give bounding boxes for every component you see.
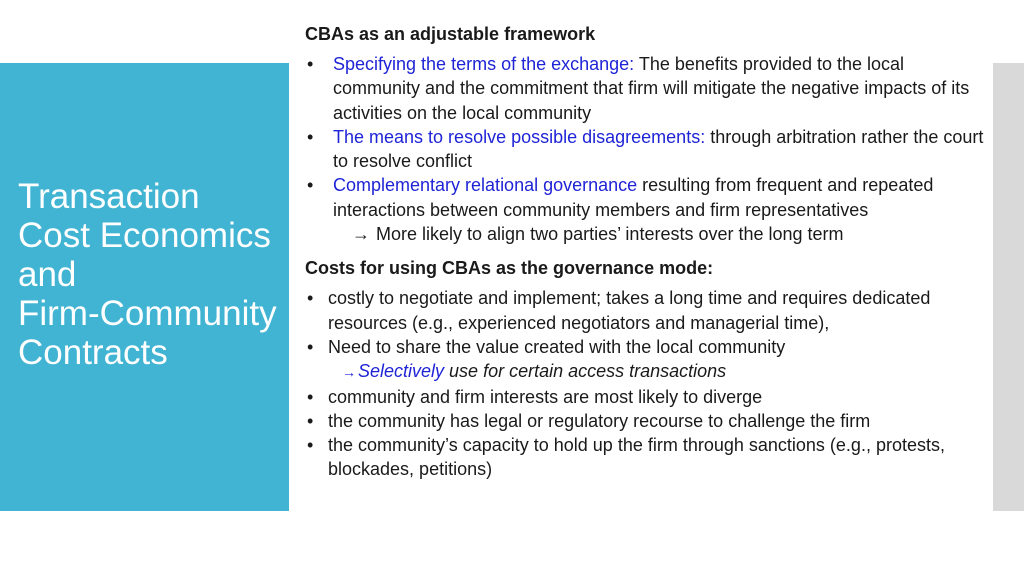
slide-content [305,22,995,482]
sub-item-text: More likely to align two parties’ interests over the long term [376,224,844,245]
item-text: the community has legal or regulatory recourse to challenge the firm [328,410,871,431]
item-text: The benefits provided to the local community and the commitment that firm will mitigate the negative impacts of its activities on the local community [333,54,970,123]
list-item [305,409,995,433]
item-text: resulting from frequent and repeated interactions between community members and firm representatives [333,175,934,220]
list-item [305,125,995,174]
title-line: Cost Economics [18,216,271,255]
item-text: the community’s capacity to hold up the firm through sanctions (e.g., protests, blockades, petitions) [328,435,945,480]
section1-list [305,52,995,222]
title-line: and [18,255,77,294]
bullet: • [307,336,314,357]
bullet: • [307,54,314,74]
bullet: • [307,288,314,309]
item-text: Need to share the value created with the local community [328,336,786,357]
item-accent: Complementary relational governance [333,175,638,196]
item-text: through arbitration rather the court to resolve conflict [333,126,984,172]
title-line: Transaction [18,177,200,216]
title-line: Contracts [18,333,168,372]
sub-item-text: use for certain access transactions [444,361,727,382]
bullet: • [307,126,314,147]
list-item [305,385,995,409]
item-text: community and firm interests are most likely to diverge [328,386,763,407]
title-line: Firm-Community [18,294,277,333]
list-item [305,335,995,359]
section2-list-continued [305,385,995,482]
right-side-bar [993,63,1024,511]
section2-sub-item [305,359,995,384]
bullet: • [307,435,314,456]
slide-title [18,177,288,372]
sub-item-accent: Selectively [358,361,445,382]
section2-list [305,286,995,359]
arrow-icon: → [352,224,370,245]
bullet: • [307,175,314,196]
item-accent: Specifying the terms of the exchange: [333,54,635,74]
list-item [305,52,995,125]
section2-heading: Costs for using CBAs as the governance mode: [305,258,714,279]
bullet: • [307,410,314,431]
item-accent: The means to resolve possible disagreements: [333,126,706,147]
item-text: costly to negotiate and implement; takes a long time and requires dedicated resources (e.g., experienced negotiators and managerial time), [328,288,931,333]
section1-sub-item [305,222,995,246]
list-item [305,433,995,482]
list-item [305,286,995,335]
section1-heading: CBAs as an adjustable framework [305,24,596,44]
arrow-icon: → [342,364,356,381]
list-item [305,173,995,222]
bullet: • [307,386,314,407]
